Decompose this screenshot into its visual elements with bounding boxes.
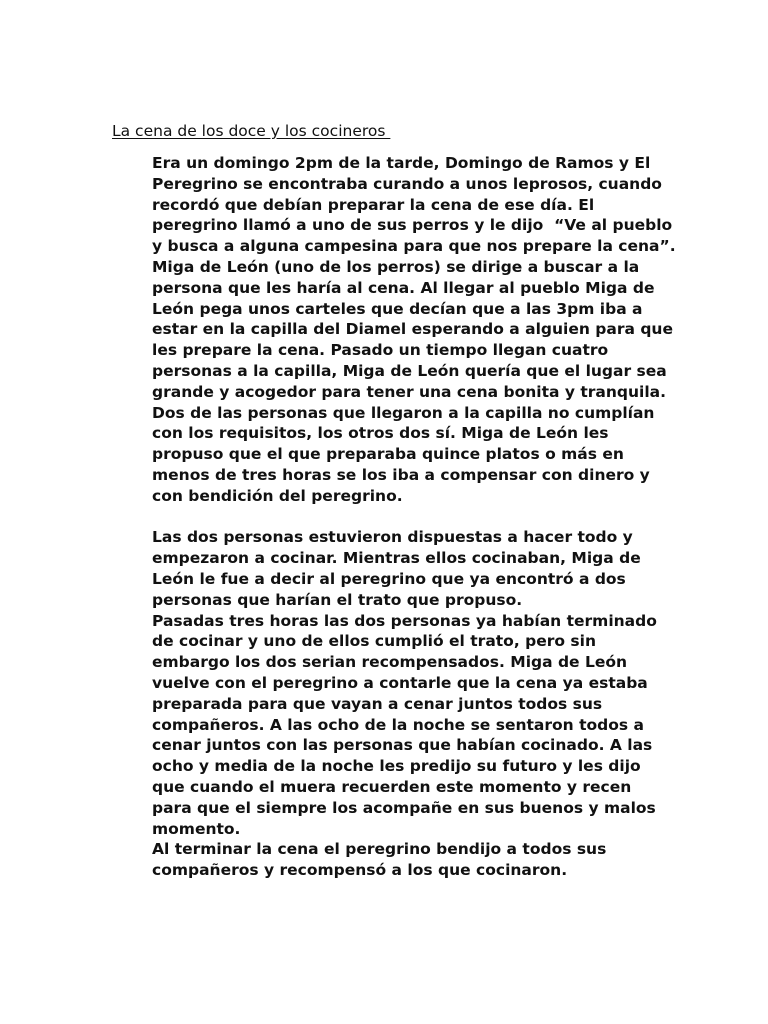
text-line: cenar juntos con las personas que habían cocinado. A las [152,736,653,755]
text-line: Al terminar la cena el peregrino bendijo a todos sus [152,840,607,859]
text-line: con bendición del peregrino. [152,486,403,505]
text-line: preparada para que vayan a cenar juntos todos sus [152,694,603,713]
text-line: para que el siempre los acompañe en sus buenos y malos [152,798,656,817]
text-line: personas a la capilla, Miga de León quería que el lugar sea [152,361,667,380]
paragraph-1 [152,153,712,507]
text-line: les prepare la cena. Pasado un tiempo llegan cuatro [152,341,609,360]
text-line: Miga de León (uno de los perros) se dirige a buscar a la [152,257,640,276]
text-line: vuelve con el peregrino a contarle que la cena ya estaba [152,673,648,692]
text-line: León le fue a decir al peregrino que ya encontró a dos [152,569,626,588]
text-line: peregrino llamó a uno de sus perros y le dijo “Ve al pueblo [152,216,673,235]
text-line: de cocinar y uno de ellos cumplió el trato, pero sin [152,632,596,651]
text-line: Era un domingo 2pm de la tarde, Domingo de Ramos y El [152,154,651,172]
paragraph-2 [152,527,712,881]
text-line: embargo los dos serian recompensados. Miga de León [152,653,628,672]
document-title: La cena de los doce y los cocineros [112,122,391,140]
text-line: Pasadas tres horas las dos personas ya habían terminado [152,611,657,630]
text-line: con los requisitos, los otros dos sí. Miga de León les [152,424,609,443]
text-line: ocho y media de la noche les predijo su futuro y les dijo [152,757,641,776]
text-line: momento. [152,819,241,838]
text-line: Las dos personas estuvieron dispuestas a hacer todo y [152,528,633,547]
paragraph-spacer [152,507,712,528]
text-line: compañeros y recompensó a los que cocinaron. [152,861,568,880]
text-line: y busca a alguna campesina para que nos prepare la cena”. [152,237,676,256]
text-line: Dos de las personas que llegaron a la capilla no cumplían [152,403,655,422]
text-line: persona que les haría al cena. Al llegar al pueblo Miga de [152,278,655,297]
text-line: compañeros. A las ocho de la noche se sentaron todos a [152,715,644,734]
text-line: propuso que el que preparaba quince platos o más en [152,445,624,464]
text-line: empezaron a cocinar. Mientras ellos cocinaban, Miga de [152,549,641,568]
text-line: que cuando el muera recuerden este momento y recen [152,777,632,796]
document-body [152,153,712,881]
text-line: León pega unos carteles que decían que a las 3pm iba a [152,299,643,318]
text-line: personas que harían el trato que propuso. [152,590,523,609]
text-line: Peregrino se encontraba curando a unos leprosos, cuando [152,174,662,193]
text-line: menos de tres horas se los iba a compensar con dinero y [152,465,650,484]
text-line: recordó que debían preparar la cena de ese día. El [152,195,595,214]
text-line: grande y acogedor para tener una cena bonita y tranquila. [152,382,667,401]
text-line: estar en la capilla del Diamel esperando a alguien para que [152,320,673,339]
